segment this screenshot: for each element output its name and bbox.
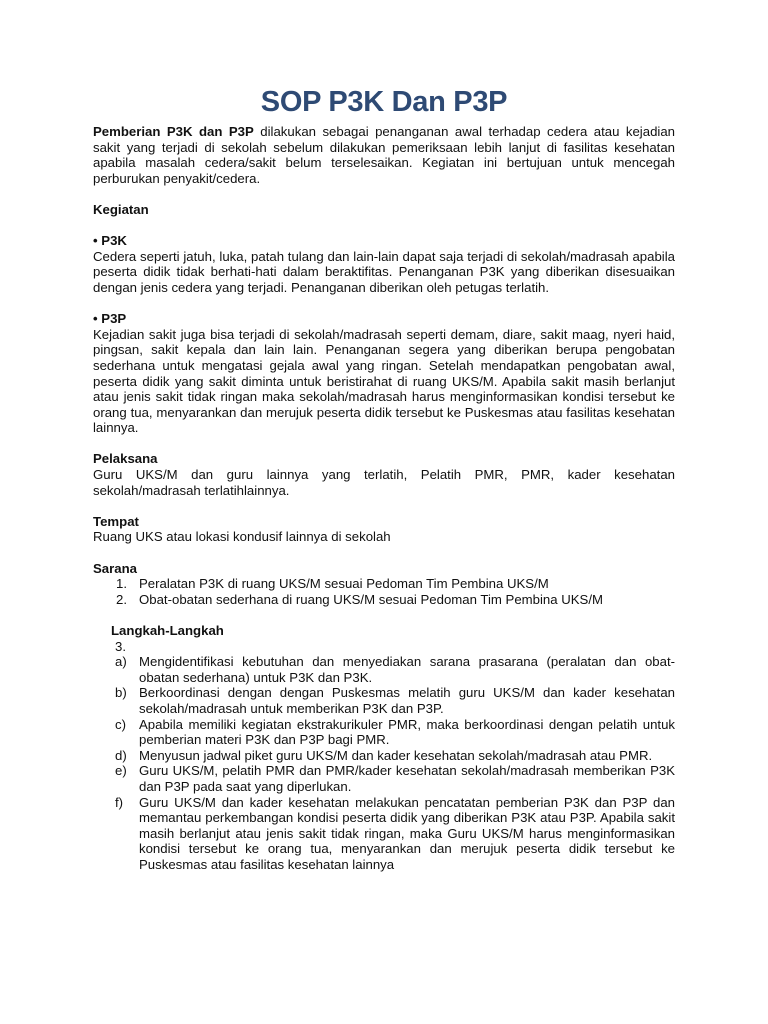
- list-item: [93, 795, 675, 873]
- kegiatan-heading: Kegiatan: [93, 201, 149, 217]
- document-body: [93, 124, 675, 873]
- list-letter: f): [115, 794, 124, 810]
- pelaksana-paragraph: Guru UKS/M dan guru lainnya yang terlatih, Pelatih PMR, PMR, kader kesehatan sekolah/madrasah terlatihlainnya.: [93, 467, 675, 498]
- list-item: [93, 592, 675, 608]
- list-item-text: Menyusun jadwal piket guru UKS/M dan kader kesehatan sekolah/madrasah atau PMR.: [139, 747, 653, 763]
- tempat-paragraph: Ruang UKS atau lokasi kondusif lainnya di sekolah: [93, 529, 391, 545]
- list-number: 2.: [116, 591, 127, 607]
- stray-list-number: 3.: [115, 638, 126, 654]
- list-letter: c): [115, 716, 126, 732]
- list-letter: b): [115, 685, 127, 701]
- sarana-list: [93, 576, 675, 607]
- list-item-text: Berkoordinasi dengan dengan Puskesmas melatih guru UKS/M dan kader kesehatan sekolah/madrasah untuk memberikan P3K dan P3P.: [139, 685, 675, 716]
- sarana-heading: Sarana: [93, 560, 137, 576]
- pelaksana-heading: Pelaksana: [93, 451, 158, 467]
- list-letter: e): [115, 763, 127, 779]
- list-item: [93, 763, 675, 794]
- list-item: [93, 748, 675, 764]
- p3k-paragraph: Cedera seperti jatuh, luka, patah tulang dan lain-lain dapat saja terjadi di sekolah/madrasah apabila peserta didik tidak berhati-hati dalam beraktifitas. Penanganan P3K yang diberikan disesuaikan dengan jenis cedera yang terjadi. Penanganan diberikan oleh petugas terlatih.: [93, 248, 675, 295]
- list-item-text: Obat-obatan sederhana di ruang UKS/M sesuai Pedoman Tim Pembina UKS/M: [139, 591, 604, 607]
- list-item-text: Peralatan P3K di ruang UKS/M sesuai Pedoman Tim Pembina UKS/M: [139, 576, 549, 592]
- p3p-heading: • P3P: [93, 311, 127, 327]
- list-item: [93, 654, 675, 685]
- list-item: [93, 576, 675, 592]
- langkah-heading: Langkah-Langkah: [111, 623, 224, 638]
- list-item: [93, 717, 675, 748]
- list-item-text: Guru UKS/M, pelatih PMR dan PMR/kader kesehatan sekolah/madrasah memberikan P3K dan P3P pada saat yang diperlukan.: [139, 763, 675, 794]
- document-title: SOP P3K Dan P3P: [260, 86, 508, 118]
- intro-lead: Pemberian P3K dan P3P: [93, 124, 254, 139]
- intro-paragraph: [93, 124, 675, 186]
- tempat-heading: Tempat: [93, 513, 139, 529]
- intro-text: dilakukan sebagai penanganan awal terhadap cedera atau kejadian sakit yang terjadi di sekolah sebelum dilakukan pemeriksaan lebih lanjut di fasilitas kesehatan apabila masalah cedera/sakit belum terselesaikan. Kegiatan ini bertujuan untuk mencegah perburukan penyakit/cedera.: [93, 124, 675, 186]
- list-letter: d): [115, 747, 127, 763]
- list-number: 1.: [116, 576, 127, 592]
- langkah-list: [93, 654, 675, 872]
- p3k-heading: • P3K: [93, 233, 127, 249]
- list-item-text: Apabila memiliki kegiatan ekstrakurikuler PMR, maka berkoordinasi dengan pelatih untuk pemberian materi P3K dan P3P bagi PMR.: [139, 716, 675, 748]
- list-item: [93, 685, 675, 716]
- list-item-text: Mengidentifikasi kebutuhan dan menyediakan sarana prasarana (peralatan dan obat-obatan sederhana) untuk P3K dan P3K.: [139, 654, 675, 685]
- list-item-text: Guru UKS/M dan kader kesehatan melakukan pencatatan pemberian P3K dan P3P dan memantau perkembangan kondisi peserta didik yang diberikan P3K atau P3P. Apabila sakit masih berlanjut atau jenis sakit tidak ringan, maka Guru UKS/M harus menginformasikan kondisi tersebut ke orang tua, menyarankan dan merujuk peserta didik tersebut ke Puskesmas atau fasilitas kesehatan lainnya: [139, 794, 675, 872]
- list-letter: a): [115, 654, 127, 670]
- p3p-paragraph: Kejadian sakit juga bisa terjadi di sekolah/madrasah seperti demam, diare, sakit maag, nyeri haid, pingsan, sakit kepala dan lain lain. Penanganan segera yang diberikan berupa pengobatan sederhana untuk mengatasi gejala awal yang ringan. Setelah mendapatkan pengobatan awal, peserta didik yang sakit diminta untuk beristirahat di ruang UKS/M. Apabila sakit masih berlanjut atau jenis sakit tidak ringan maka sekolah/madrasah harus menginformasikan kondisi tersebut ke orang tua, menyarankan dan merujuk peserta didik tersebut ke Puskesmas atau fasilitas kesehatan lainnya.: [93, 326, 675, 436]
